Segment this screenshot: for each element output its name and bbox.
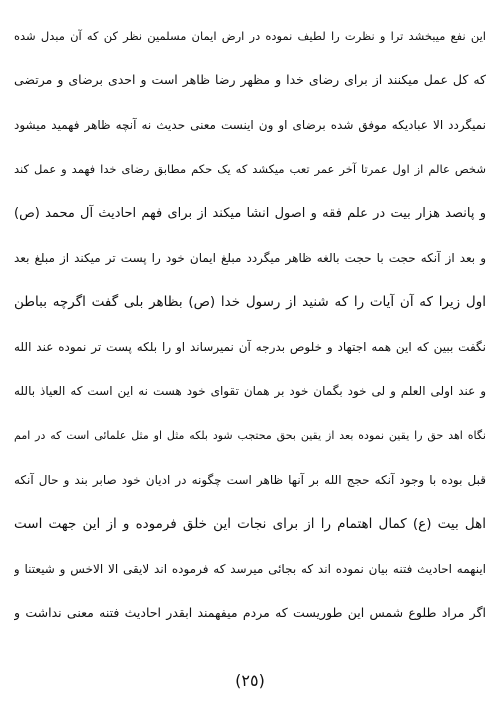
text-line-8: نگفت ببین که این همه اجتهاد و خلوص بدرجه آن نمیرساند او را بلکه پست تر نموده عند الله (14, 339, 486, 354)
text-line-14: اگر مراد طلوع شمس این طوریست که مردم میفهمند ابقدر احادیث فتنه معنی نداشت و (14, 605, 486, 621)
text-line-5: و پانصد هزار بیت در علم فقه و اصول انشا میکند از برای فهم احادیث آل محمد (ص) (14, 205, 486, 221)
document-body (14, 14, 486, 635)
text-line-12: اهل بیت (ع) کمال اهتمام را از برای نجات این خلق فرموده و از این جهت است (14, 516, 486, 533)
text-line-9: و عند اولی العلم و لی خود بگمان خود بر همان تقوای خود هست نه این است که العیاذ بالله (14, 384, 486, 399)
text-line-7: اول زیرا که آن آیات را که شنید از رسول خدا (ص) بظاهر بلی گفت اگرچه بباطن (14, 294, 486, 311)
text-line-4: شخص عالم از اول عمرتا آخر عمر تعب میکشد که یک حکم مطابق رضای خدا فهمد و عمل کند (14, 162, 486, 177)
text-line-2: که کل عمل میکنند از برای رضای خدا و مظهر رضا ظاهر است و احدی برضای و مرتضی (14, 72, 486, 88)
text-line-3: نمیگردد الا عبادیکه موفق شده برضای او ون اینست معنی حدیث نه آنچه ظاهر فهمید میشود (14, 117, 486, 132)
text-line-13: اینهمه احادیث فتنه بیان نموده اند که بجائی میرسد که فرموده اند لایقی الا الاخس و شیعتنا و (14, 561, 486, 576)
text-line-11: قبل بوده با وجود آنکه حجج الله بر آنها ظاهر است چگونه در ادیان خود صابر بند و حال آنکه (14, 472, 486, 487)
text-line-1: این نفع میبخشد ترا و نظرت را لطیف نموده در ارض ایمان مسلمین نظر کن که آن مبدل شده (14, 29, 486, 43)
text-line-6: و بعد از آنکه حجت با حجت بالغه ظاهر میگردد مبلغ ایمان خود را پست تر میکند از مبلغ بعد (14, 250, 486, 265)
text-line-10: نگاه اهد حق را یقین نموده بعد از یقین بحق محتجب شود بلکه مثل او مثل علمائی است که در امم (14, 428, 486, 442)
page-number: (٢٥) (235, 671, 265, 690)
